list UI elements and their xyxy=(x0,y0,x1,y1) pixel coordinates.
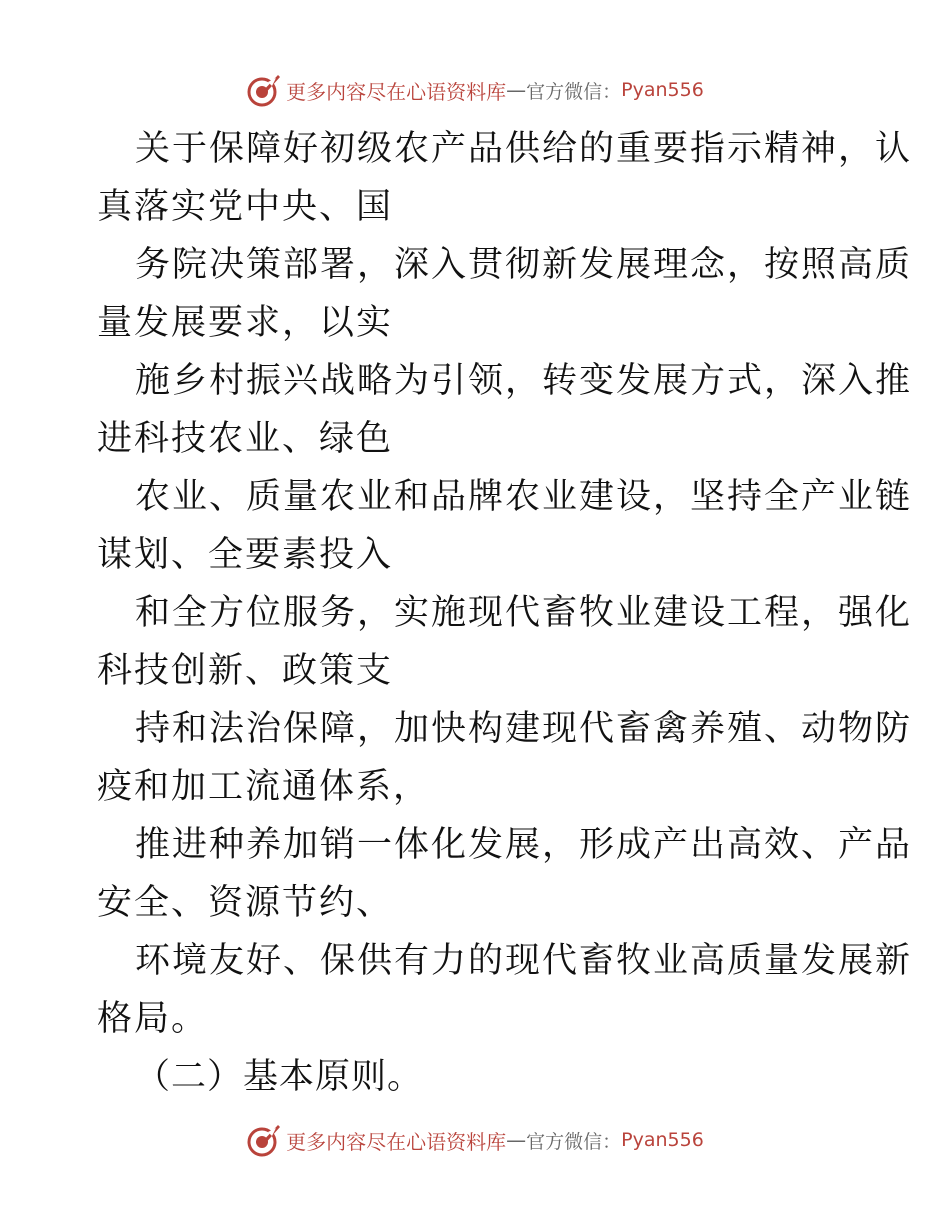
header-separator: — xyxy=(506,78,527,102)
header-wechat-id: Pyan556 xyxy=(621,79,704,101)
text-line: 疫和加工流通体系， xyxy=(97,767,431,807)
feather-pen-logo-icon xyxy=(246,72,282,108)
header-banner xyxy=(0,70,950,110)
footer-separator: — xyxy=(506,1128,527,1152)
section-heading: （二）基本原则。 xyxy=(135,1057,424,1097)
header-brand-text: 更多内容尽在心语资料库 xyxy=(286,79,507,104)
text-line: 真落实党中央、国 xyxy=(97,187,394,227)
text-line: 务院决策部署，深入贯彻新发展理念，按照高质 xyxy=(135,245,913,285)
text-line: 谋划、全要素投入 xyxy=(97,535,394,575)
text-line: 安全、资源节约、 xyxy=(97,883,394,923)
text-line: 推进种养加销一体化发展，形成产出高效、产品 xyxy=(135,825,913,865)
text-line: 格局。 xyxy=(97,999,209,1039)
text-line: 关于保障好初级农产品供给的重要指示精神，认 xyxy=(135,129,913,169)
text-line: 持和法治保障，加快构建现代畜禽养殖、动物防 xyxy=(135,709,913,749)
document-body xyxy=(97,120,913,1106)
footer-wechat-label: 官方微信： xyxy=(526,1130,622,1153)
text-line: 科技创新、政策支 xyxy=(97,651,394,691)
footer-brand-text: 更多内容尽在心语资料库 xyxy=(286,1129,507,1154)
text-line: 施乡村振兴战略为引领，转变发展方式，深入推 xyxy=(135,361,913,401)
footer-wechat-id: Pyan556 xyxy=(621,1129,704,1151)
footer-banner xyxy=(0,1120,950,1160)
header-wechat-label: 官方微信： xyxy=(526,80,622,103)
feather-pen-logo-icon xyxy=(246,1122,282,1158)
text-line: 和全方位服务，实施现代畜牧业建设工程，强化 xyxy=(135,593,913,633)
text-line: 进科技农业、绿色 xyxy=(97,419,394,459)
text-line: 环境友好、保供有力的现代畜牧业高质量发展新 xyxy=(135,941,913,981)
text-line: 量发展要求，以实 xyxy=(97,303,394,343)
text-line: 农业、质量农业和品牌农业建设，坚持全产业链 xyxy=(135,477,913,517)
